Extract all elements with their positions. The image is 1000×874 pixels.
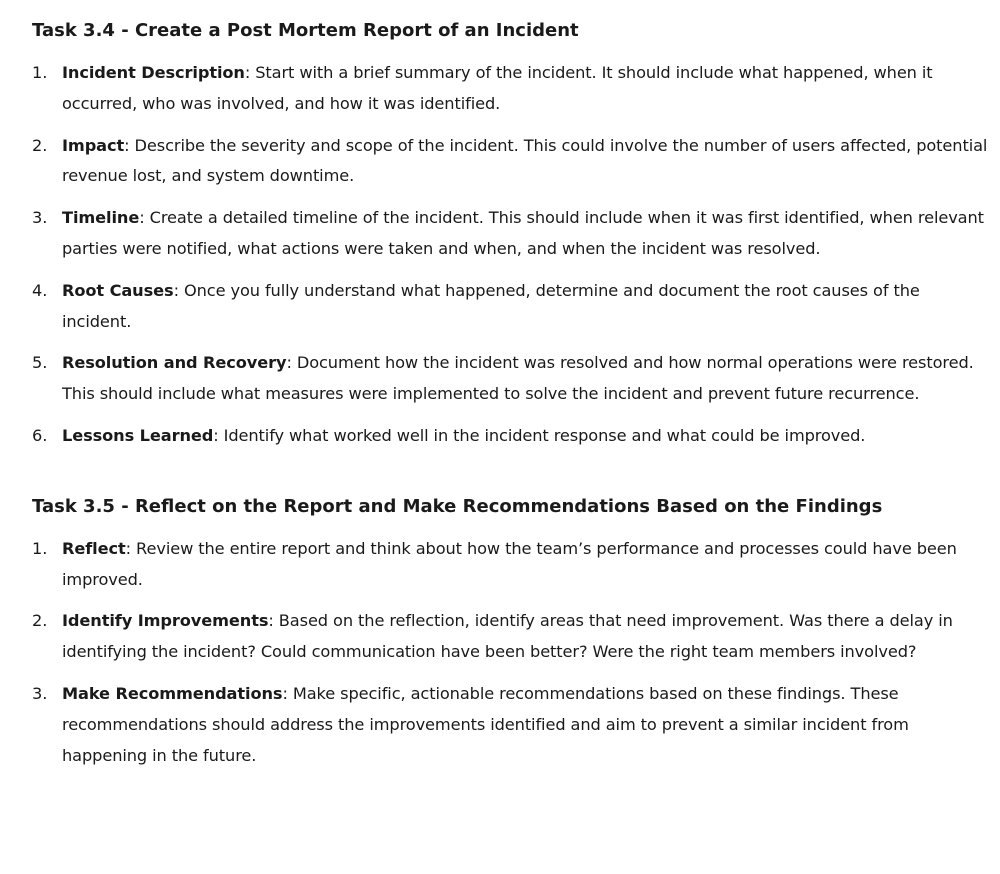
item-number: 3. [32,683,48,703]
item-number: 1. [32,63,48,82]
item-term: Timeline [62,208,140,228]
section-title: Task 3.4 - Create a Post Mortem Report of an Incident [32,20,579,41]
item-number: 5. [32,353,48,373]
item-text: : Make specific, actionable recommendations based on these findings. These recommendations should address the improvements identified and aim to prevent a similar incident from happening in the future. [62,683,909,765]
list-item [32,58,988,120]
item-text: : Document how the incident was resolved and how normal operations were restored. This should include what measures were implemented to solve the incident and prevent future recurrence. [62,353,974,404]
step-list [32,58,988,452]
list-item [32,421,988,452]
list-item [32,606,988,668]
item-text: : Describe the severity and scope of the incident. This could involve the number of users affected, potential revenue lost, and system downtime. [62,135,988,186]
item-term: Incident Description [62,63,245,82]
item-term: Make Recommendations [62,683,283,703]
item-term: Root Causes [62,280,174,300]
list-item [32,679,988,771]
item-text: : Start with a brief summary of the incident. It should include what happened, when it occurred, who was involved, and how it was identified. [62,63,933,113]
section-task-3-4 [32,16,988,452]
item-term: Impact [62,135,125,155]
list-item [32,131,988,193]
item-number: 6. [32,425,48,445]
item-number: 2. [32,135,48,155]
list-item [32,203,988,265]
section-task-3-5 [32,492,988,772]
list-item [32,276,988,338]
item-number: 4. [32,280,48,300]
item-term: Lessons Learned [62,425,214,445]
item-number: 2. [32,611,48,631]
list-item [32,534,988,596]
item-text: : Review the entire report and think about how the team’s performance and processes could have been improved. [62,538,957,589]
list-item [32,348,988,410]
item-text: : Identify what worked well in the incident response and what could be improved. [213,425,866,445]
item-term: Reflect [62,538,126,558]
item-term: Identify Improvements [62,611,269,631]
item-text: : Based on the reflection, identify areas that need improvement. Was there a delay in identifying the incident? Could communication have been better? Were the right team members involved? [62,611,953,662]
item-number: 1. [32,538,48,558]
item-number: 3. [32,208,48,228]
item-text: : Once you fully understand what happened, determine and document the root causes of the incident. [62,280,920,331]
item-term: Resolution and Recovery [62,353,287,373]
step-list [32,534,988,772]
section-title: Task 3.5 - Reflect on the Report and Make Recommendations Based on the Findings [32,495,883,517]
item-text: : Create a detailed timeline of the incident. This should include when it was first identified, when relevant parties were notified, what actions were taken and when, and when the incident was resolved. [62,208,984,258]
